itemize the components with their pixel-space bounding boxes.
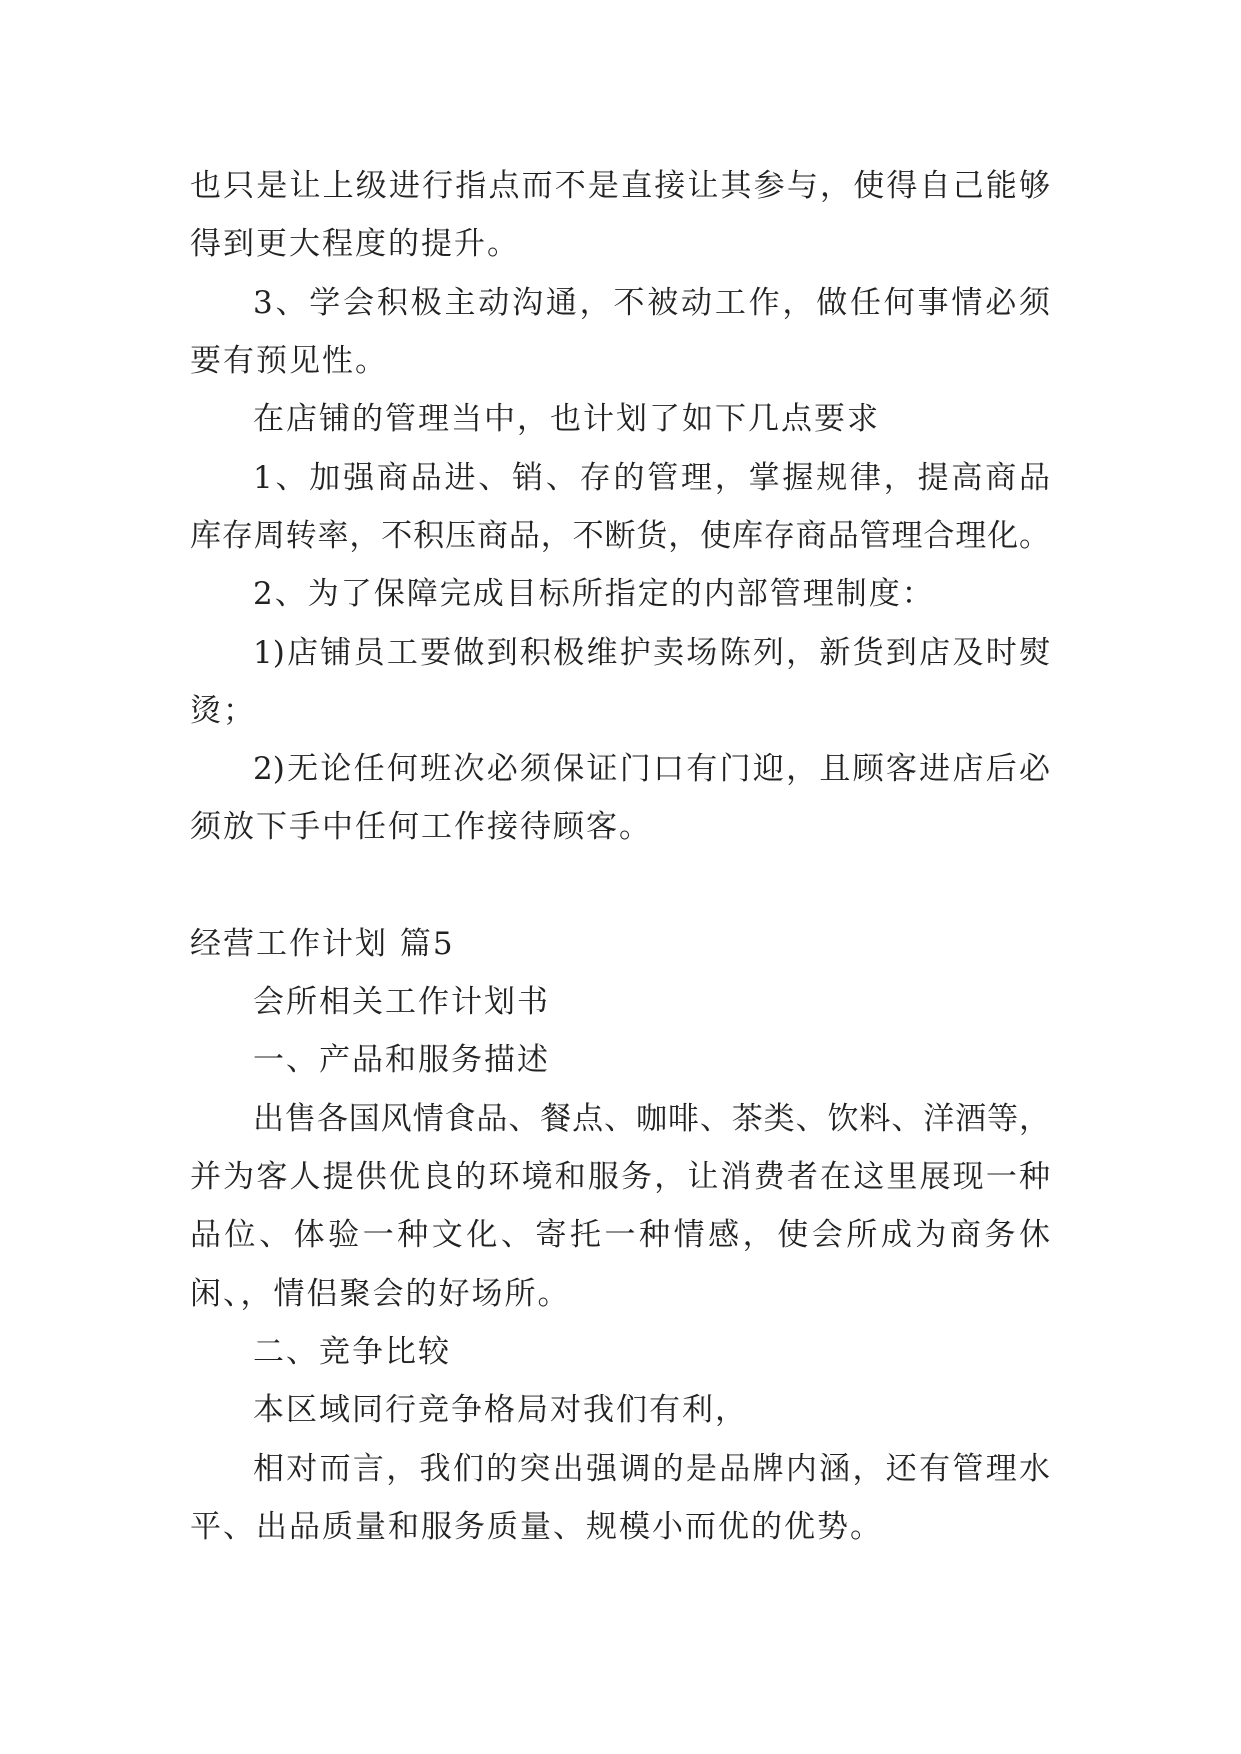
paragraph-line: 二、竞争比较: [253, 1334, 451, 1370]
paragraph-line: 2)无论任何班次必须保证门口有门迎，且顾客进店后必: [253, 751, 1050, 787]
paragraph-line: 本区域同行竞争格局对我们有利，: [253, 1392, 748, 1428]
paragraph-line: 得到更大程度的提升。: [190, 226, 520, 262]
paragraph-line: 出售各国风情食品、餐点、咖啡、茶类、饮料、洋酒等，: [253, 1101, 1050, 1137]
paragraph-line: 在店铺的管理当中，也计划了如下几点要求: [253, 401, 880, 437]
paragraph-line: 要有预见性。: [190, 343, 388, 379]
paragraph-line: 一、产品和服务描述: [253, 1042, 550, 1078]
paragraph-line: 会所相关工作计划书: [253, 984, 550, 1020]
paragraph-line: 1、加强商品进、销、存的管理，掌握规律，提高商品: [253, 460, 1050, 496]
paragraph-line: 并为客人提供优良的环境和服务，让消费者在这里展现一种: [190, 1159, 1050, 1195]
paragraph-line: 品位、体验一种文化、寄托一种情感，使会所成为商务休: [190, 1217, 1050, 1253]
paragraph-line: 相对而言，我们的突出强调的是品牌内涵，还有管理水: [253, 1451, 1050, 1487]
paragraph-line: 1)店铺员工要做到积极维护卖场陈列，新货到店及时熨: [253, 635, 1050, 671]
paragraph-line: 库存周转率，不积压商品，不断货，使库存商品管理合理化。: [190, 518, 1050, 554]
paragraph-line: 平、出品质量和服务质量、规模小而优的优势。: [190, 1509, 883, 1545]
paragraph-line: 烫；: [190, 693, 256, 729]
paragraph-line: 3、学会积极主动沟通，不被动工作，做任何事情必须: [253, 285, 1050, 321]
paragraph-line: 2、为了保障完成目标所指定的内部管理制度：: [253, 576, 935, 612]
section-heading: 经营工作计划 篇5: [190, 926, 455, 962]
paragraph-line: 闲、，情侣聚会的好场所。: [190, 1276, 571, 1312]
paragraph-line: 须放下手中任何工作接待顾客。: [190, 809, 652, 845]
paragraph-line: 也只是让上级进行指点而不是直接让其参与，使得自己能够: [190, 168, 1050, 204]
